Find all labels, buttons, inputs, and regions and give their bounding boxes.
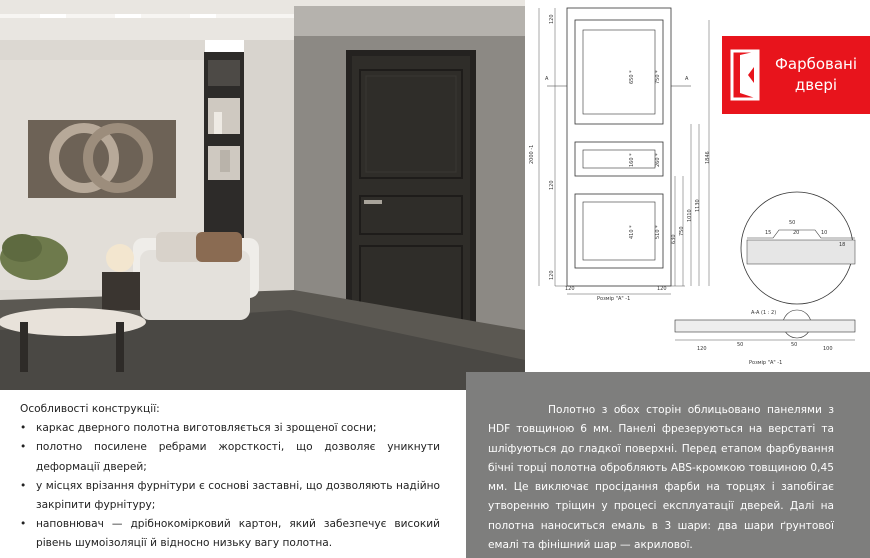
badge-title bbox=[768, 54, 870, 96]
door-logo-icon bbox=[730, 49, 768, 101]
feature-item: • наповнювач — дрібнокоміркoвий картон, який забезпечує високий рівень шумоізоляції й відносно низьку вагу полотна. bbox=[20, 515, 440, 553]
detail-dim-20: 20 bbox=[793, 230, 800, 236]
dim-750: 750 bbox=[679, 226, 685, 236]
construction-features bbox=[20, 400, 440, 554]
painted-doors-badge bbox=[722, 36, 870, 114]
description-text: Полотно з обох сторін облицьовано панелями з HDF товщиною 6 мм. Панелі фрезеруються на верстаті та шліфуються до гладкої поверхні. Перед етапом фарбування бічні торці полотна обробляють ABS-кромкою товщиною 0,45 мм. Це виключає просідання фарби на торцях і запобігає утворенню тріщин у процесі експлуатації дверей. Далі на полотна наноситься емаль в 3 шари: два шари ґрунтової емалі та фінішний шар — акрилової. bbox=[488, 404, 834, 552]
badge-line-2: двері bbox=[794, 76, 838, 94]
badge-line-1: Фарбовані bbox=[774, 55, 858, 73]
interior-illustration bbox=[0, 0, 525, 390]
sec-size-label: Розмір "А" -1 bbox=[749, 360, 783, 366]
dim-top-120: 120 bbox=[549, 14, 555, 24]
section-label: A-A (1 : 2) bbox=[751, 310, 777, 316]
dim-panel-top-outer: 750 * bbox=[655, 70, 661, 84]
size-label: Розмір "А" -1 bbox=[597, 296, 631, 302]
dim-1010: 1010 bbox=[687, 209, 693, 222]
interior-photo bbox=[0, 0, 525, 390]
detail-dim-15: 15 bbox=[765, 230, 772, 236]
dim-panel-top: 650 * bbox=[629, 70, 635, 84]
feature-item: • каркас дверного полотна виготовляється зі зрощеної сосни; bbox=[20, 419, 440, 438]
dim-630: 630 bbox=[671, 234, 677, 244]
description-panel bbox=[466, 372, 870, 558]
section-mark-right: A bbox=[685, 76, 689, 82]
sec-dim-50-right: 50 bbox=[791, 342, 798, 348]
dim-right-120: 120 bbox=[657, 286, 667, 292]
dim-total-height: 2000 -1 bbox=[529, 144, 535, 164]
dim-left-120: 120 bbox=[565, 286, 575, 292]
dim-bottom-outer: 510 * bbox=[655, 225, 661, 239]
feature-item: • полотно посилене ребрами жорсткості, що дозволяє уникнути деформації дверей; bbox=[20, 438, 440, 476]
feature-item: • у місцях врізання фурнітури є соснові заставні, що дозволяють надійно закріпити фурнітуру; bbox=[20, 477, 440, 515]
sec-dim-100: 100 bbox=[823, 346, 833, 352]
detail-dim-10: 10 bbox=[821, 230, 828, 236]
features-title: Особливості конструкції: bbox=[20, 403, 160, 415]
dim-1130: 1130 bbox=[695, 199, 701, 212]
sec-dim-50-left: 50 bbox=[737, 342, 744, 348]
detail-dim-18: 18 bbox=[839, 242, 846, 248]
features-list bbox=[20, 419, 440, 553]
dim-mid-outer: 260 * bbox=[655, 153, 661, 167]
dim-bottom-inner: 410 * bbox=[629, 225, 635, 239]
detail-dim-50: 50 bbox=[789, 220, 796, 226]
section-mark-left: A bbox=[545, 76, 549, 82]
dim-bottom-120: 120 bbox=[549, 270, 555, 280]
dim-mid: 160 * bbox=[629, 153, 635, 167]
sec-dim-120: 120 bbox=[697, 346, 707, 352]
dim-1846: 1846 bbox=[705, 151, 711, 164]
dim-gap-120: 120 bbox=[549, 180, 555, 190]
